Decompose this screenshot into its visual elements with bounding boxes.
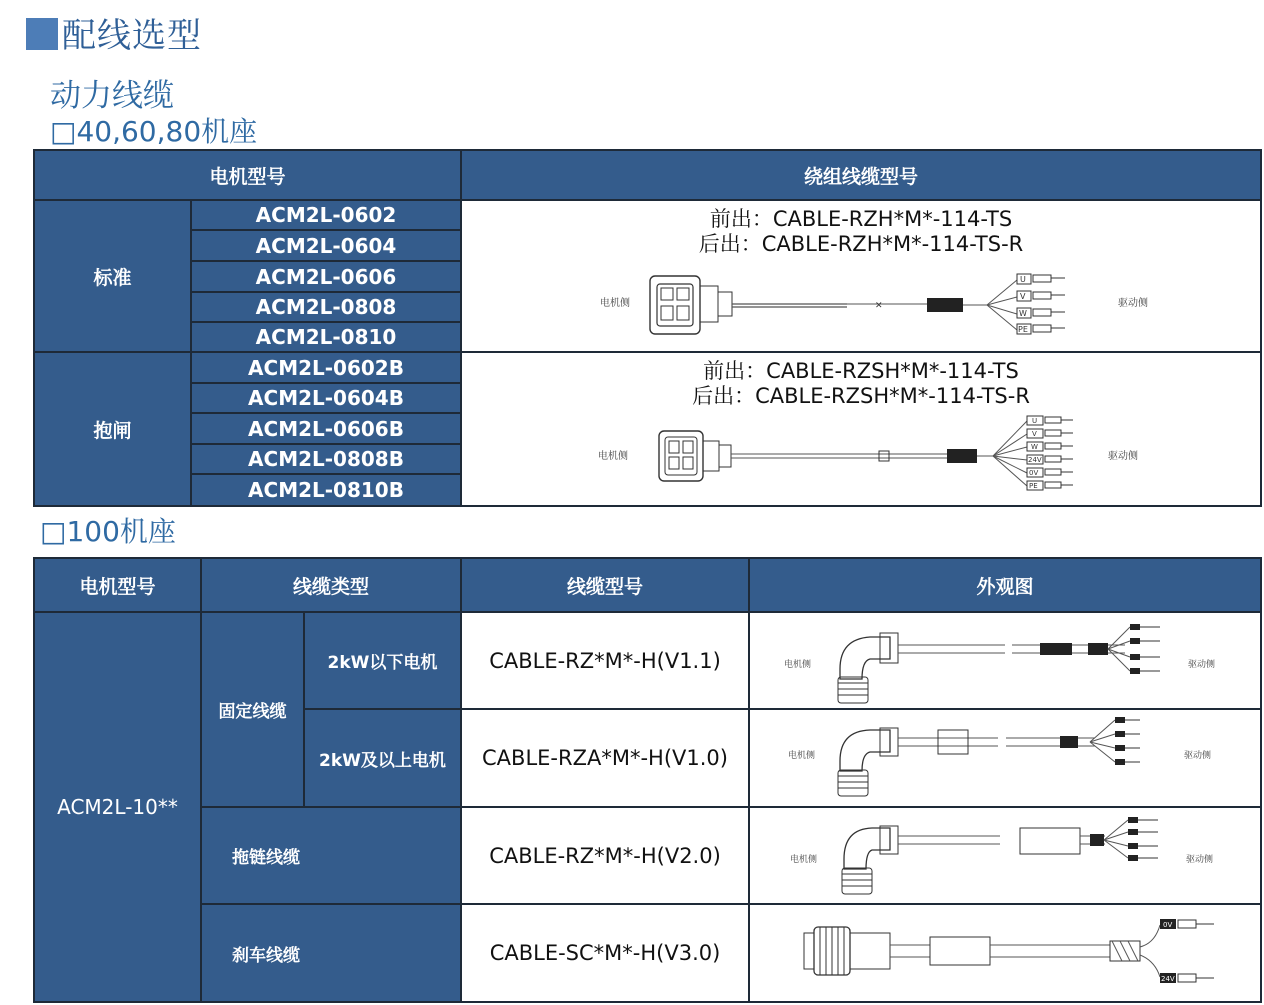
table2-header-type: 线缆类型 — [202, 559, 460, 611]
model-row: ACM2L-0606B — [192, 414, 460, 443]
table2-header-cable: 线缆型号 — [462, 559, 748, 611]
section-heading — [26, 10, 202, 54]
drive-side-label: 驱动侧 — [1108, 451, 1138, 462]
svg-text:W: W — [1031, 443, 1038, 451]
frame1-title: □40,60,80机座 — [50, 115, 258, 148]
svg-text:U: U — [1032, 417, 1038, 425]
section-square-icon — [26, 18, 58, 50]
group-brake-cable-cell — [462, 353, 1260, 505]
svg-text:0V: 0V — [1029, 469, 1039, 477]
svg-text:W: W — [1019, 309, 1027, 318]
group-brake-label: 抱闸 — [35, 353, 190, 505]
model-row: ACM2L-0810 — [192, 323, 460, 351]
drive-side-label: 驱动侧 — [1184, 751, 1212, 761]
cable-drawing-brake-row — [800, 915, 1230, 995]
cable-drawing-standard — [647, 266, 1087, 346]
model-row: ACM2L-0808B — [192, 445, 460, 473]
group-standard-cable-cell — [462, 201, 1260, 351]
appearance-cell — [750, 808, 1260, 903]
cable-drawing-row1 — [830, 619, 1180, 704]
svg-text:24V: 24V — [1028, 456, 1042, 464]
type-row: 拖链线缆 — [202, 808, 460, 903]
cable-front-name: 前出：CABLE-RZSH*M*-114-TS — [703, 359, 1019, 383]
svg-text:PE: PE — [1018, 325, 1028, 334]
motor-side-label: 电机侧 — [600, 298, 630, 309]
cable-name-cell: CABLE-SC*M*-H(V3.0) — [462, 905, 748, 1001]
model-row: ACM2L-0604B — [192, 384, 460, 412]
table1 — [33, 149, 1262, 507]
svg-text:U: U — [1020, 275, 1026, 284]
cable-name-cell: CABLE-RZ*M*-H(V1.1) — [462, 613, 748, 708]
fixed-cable-label: 固定线缆 — [202, 613, 303, 806]
brake-24v-label: 24V — [1161, 975, 1175, 983]
appearance-cell — [750, 905, 1260, 1001]
cable-front-name: 前出：CABLE-RZH*M*-114-TS — [709, 207, 1013, 231]
motor-side-label: 电机侧 — [784, 660, 812, 670]
model-row: ACM2L-0602 — [192, 201, 460, 229]
table2-header-appearance: 外观图 — [750, 559, 1260, 611]
type-row: 刹车线缆 — [202, 905, 460, 1001]
cable-drawing-row2 — [830, 716, 1180, 801]
type-row: 2kW以下电机 — [305, 613, 460, 708]
appearance-cell — [750, 710, 1260, 806]
svg-text:V: V — [1032, 430, 1037, 438]
drive-side-label: 驱动侧 — [1118, 298, 1148, 309]
table2 — [33, 557, 1262, 1003]
motor-model-cell: ACM2L-10** — [35, 613, 200, 1001]
table1-header-motor: 电机型号 — [35, 151, 460, 199]
model-row: ACM2L-0808 — [192, 293, 460, 321]
svg-text:V: V — [1020, 292, 1026, 301]
drive-side-label: 驱动侧 — [1186, 855, 1214, 865]
svg-text:✕: ✕ — [875, 301, 883, 311]
cable-rear-name: 后出：CABLE-RZH*M*-114-TS-R — [698, 232, 1024, 256]
table1-header-cable: 绕组线缆型号 — [462, 151, 1260, 199]
group-standard-label: 标准 — [35, 201, 190, 351]
table2-header-motor: 电机型号 — [35, 559, 200, 611]
drive-side-label: 驱动侧 — [1188, 660, 1216, 670]
frame2-title: □100机座 — [40, 515, 176, 548]
cable-drawing-brake — [657, 413, 1097, 503]
motor-side-label: 电机侧 — [788, 751, 816, 761]
cable-name-cell: CABLE-RZA*M*-H(V1.0) — [462, 710, 748, 806]
model-row: ACM2L-0604 — [192, 231, 460, 260]
model-row: ACM2L-0606 — [192, 262, 460, 291]
type-row: 2kW及以上电机 — [305, 710, 460, 806]
cable-rear-name: 后出：CABLE-RZSH*M*-114-TS-R — [692, 384, 1030, 408]
svg-text:PE: PE — [1029, 482, 1038, 490]
model-row: ACM2L-0602B — [192, 353, 460, 382]
power-cable-title: 动力线缆 — [50, 78, 174, 114]
cable-drawing-row3 — [830, 814, 1180, 899]
motor-side-label: 电机侧 — [790, 855, 818, 865]
motor-side-label: 电机侧 — [598, 451, 628, 462]
appearance-cell — [750, 613, 1260, 708]
model-row: ACM2L-0810B — [192, 475, 460, 505]
cable-name-cell: CABLE-RZ*M*-H(V2.0) — [462, 808, 748, 903]
brake-0v-label: 0V — [1163, 921, 1173, 929]
section-title: 配线选型 — [62, 15, 202, 56]
